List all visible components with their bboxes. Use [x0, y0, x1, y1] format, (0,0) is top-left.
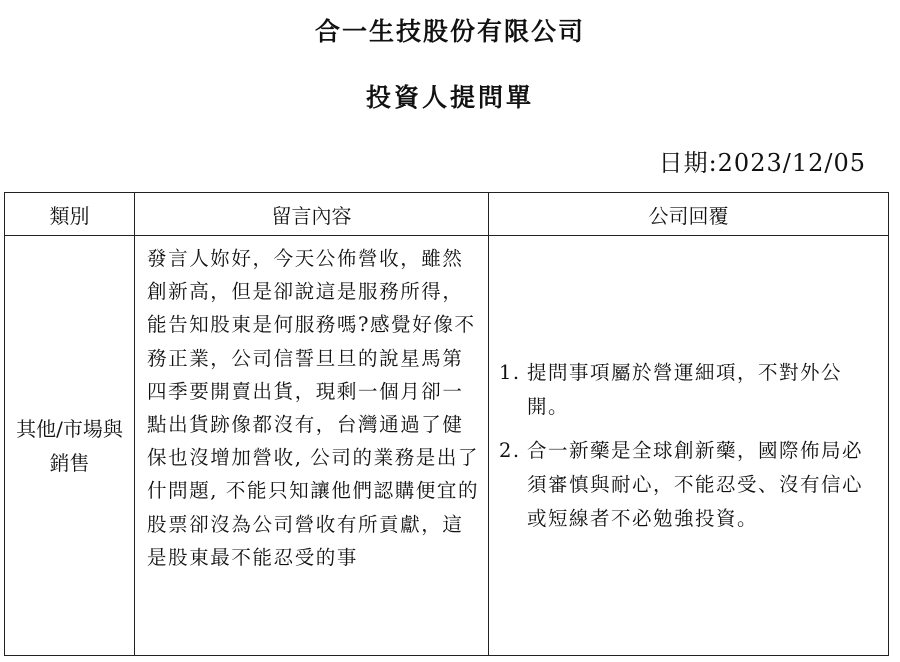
- document-date: 日期:2023/12/05: [658, 149, 866, 177]
- reply-number: 1.: [499, 360, 521, 384]
- message-cell: 發言人妳好，今天公佈營收，雖然創新高，但是卻說這是服務所得，能告知股東是何服務嗎?感覺好像不務正業，公司信誓旦旦的說星馬第四季要開賣出貨，現剩一個月卻一點出貨跡像都沒有，台灣通過了健保也沒增加營收, 公司的業務是出了什問題, 不能只知讓他們認購便宜的股票卻沒為公司營收有所貢獻，這是股東最不能忍受的事: [135, 236, 489, 656]
- reply-cell: [489, 236, 889, 656]
- column-header-reply: 公司回覆: [489, 193, 889, 236]
- reply-list: [499, 356, 876, 536]
- table-row: [5, 236, 889, 656]
- table-header-row: [5, 193, 889, 236]
- reply-text: 提問事項屬於營運細項，不對外公開。: [527, 360, 843, 418]
- reply-item: [499, 434, 876, 536]
- company-name: 合一生技股份有限公司: [314, 17, 585, 46]
- column-header-message: 留言內容: [135, 193, 489, 236]
- category-cell: 其他/市場與銷售: [5, 236, 135, 656]
- column-header-category: 類別: [5, 193, 135, 236]
- reply-item: [499, 356, 876, 424]
- question-table: [4, 192, 889, 656]
- reply-text: 合一新藥是全球創新藥，國際佈局必須審慎與耐心，不能忍受、沒有信心或短線者不必勉強投資。: [527, 438, 864, 530]
- reply-number: 2.: [499, 438, 521, 462]
- document-title: 投資人提問單: [365, 83, 534, 112]
